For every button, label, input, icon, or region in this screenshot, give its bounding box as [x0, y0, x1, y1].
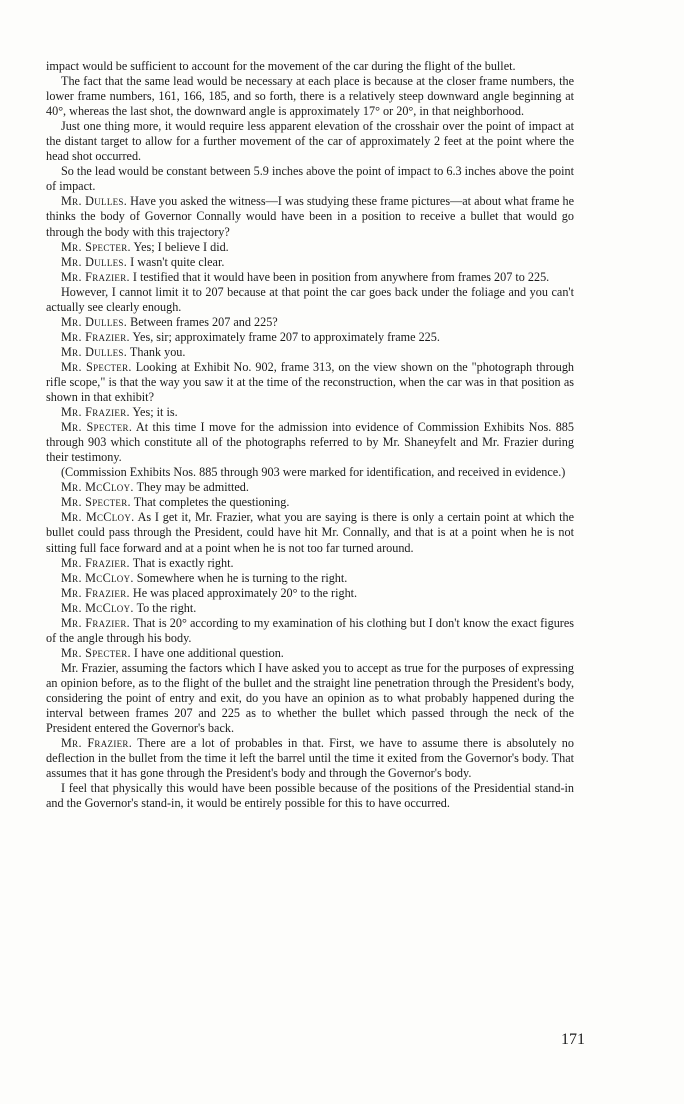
- paragraph-text: So the lead would be constant between 5.9 inches above the point of impact to 6.3 inches above the point of impact.: [46, 164, 574, 194]
- paragraph: [46, 405, 574, 420]
- paragraph-text: They may be admitted.: [136, 480, 249, 495]
- page-number: 171: [561, 1031, 585, 1048]
- speaker-name: Mr. Frazier.: [61, 615, 130, 630]
- paragraph: [46, 285, 574, 315]
- paragraph: [46, 661, 574, 736]
- paragraph: [46, 601, 574, 616]
- speaker-name: Mr. Dulles.: [61, 344, 128, 359]
- paragraph: [46, 480, 574, 495]
- paragraph: [46, 510, 574, 555]
- paragraph: [46, 420, 574, 465]
- speaker-name: Mr. Frazier.: [61, 585, 130, 600]
- speaker-name: Mr. Frazier.: [61, 269, 130, 284]
- paragraph-text: Just one thing more, it would require less apparent elevation of the crosshair over the point of impact at the distant target to allow for a further movement of the car of approximately 2 feet at the point where the head shot occurred.: [46, 119, 574, 164]
- speaker-name: Mr. Dulles.: [61, 194, 128, 209]
- paragraph-text: The fact that the same lead would be necessary at each place is because at the closer frame numbers, the lower frame numbers, 161, 166, 185, and so forth, there is a relatively steep downward angle beginning at 40°, whereas the last shot, the downward angle is approximately 17° or 20°, in that neighborhood.: [46, 74, 574, 119]
- paragraph: [46, 59, 574, 74]
- paragraph: [46, 119, 574, 164]
- speaker-name: Mr. Specter.: [61, 645, 131, 660]
- paragraph: [46, 616, 574, 646]
- paragraph-text: Looking at Exhibit No. 902, frame 313, on the view shown on the "photograph through rifle scope," is that the way you saw it at the time of the reconstruction, when the car was in that position as shown in that exhibit?: [46, 359, 575, 405]
- paragraph-text: That is exactly right.: [132, 555, 234, 570]
- paragraph: [46, 465, 574, 480]
- paragraph-text: I wasn't quite clear.: [130, 254, 225, 269]
- paragraph-text: (Commission Exhibits Nos. 885 through 903 were marked for identification, and received in evidence.): [61, 465, 566, 480]
- paragraph: [46, 571, 574, 586]
- paragraph-text: At this time I move for the admission into evidence of Commission Exhibits Nos. 885 through 903 which constitute all of the photographs referred to by Mr. Shaneyfelt and Mr. Frazier during their testimony.: [46, 420, 574, 465]
- speaker-name: Mr. Dulles.: [61, 254, 128, 269]
- speaker-name: Mr. McCloy.: [61, 570, 134, 585]
- speaker-name: Mr. Frazier.: [61, 405, 130, 420]
- paragraph-text: Somewhere when he is turning to the right.: [136, 570, 348, 585]
- paragraph-text: That completes the questioning.: [133, 495, 290, 510]
- paragraph: [46, 315, 574, 330]
- speaker-name: Mr. Frazier.: [61, 555, 130, 570]
- speaker-name: Mr. Frazier.: [61, 736, 133, 751]
- paragraph-text: Mr. Frazier, assuming the factors which I have asked you to accept as true for the purposes of expressing an opinion before, as to the flight of the bullet and the straight line penetration through the President's body, considering the point of entry and exit, do you have an opinion as to what probably happened during the interval between frames 207 and 225 as to whether the bullet which passed through the neck of the President entered the Governor's back.: [46, 660, 574, 736]
- paragraph-text: I have one additional question.: [133, 645, 284, 660]
- paragraph-text: However, I cannot limit it to 207 because at that point the car goes back under the foliage and you can't actually see clearly enough.: [46, 284, 574, 314]
- paragraph-text: Yes; it is.: [132, 405, 178, 420]
- paragraph-text: Yes, sir; approximately frame 207 to approximately frame 225.: [132, 329, 440, 344]
- paragraph: [46, 495, 574, 510]
- paragraph-text: Between frames 207 and 225?: [130, 314, 278, 329]
- paragraph: [46, 164, 574, 194]
- paragraph-text: As I get it, Mr. Frazier, what you are saying is there is only a certain point at which the bullet could pass through the President, could have hit Mr. Connally, and that is at a point when he is not sitting full face forward and at a point when he is not too far turned around.: [46, 510, 575, 555]
- speaker-name: Mr. McCloy.: [61, 600, 134, 615]
- paragraph-text: That is 20° according to my examination of his clothing but I don't know the exact figures of the angle through his body.: [46, 615, 575, 645]
- paragraph-text: Have you asked the witness—I was studying these frame pictures—at about what frame he thinks the body of Governor Connally would have been in a position to receive a bullet that would go through the body with this trajectory?: [46, 194, 574, 239]
- speaker-name: Mr. Specter.: [61, 359, 132, 374]
- speaker-name: Mr. Specter.: [61, 495, 131, 510]
- speaker-name: Mr. Specter.: [61, 420, 133, 435]
- paragraph: [46, 360, 574, 405]
- paragraph: [46, 646, 574, 661]
- paragraph: [46, 194, 574, 239]
- speaker-name: Mr. Frazier.: [61, 329, 130, 344]
- paragraph-text: impact would be sufficient to account for the movement of the car during the flight of the bullet.: [46, 59, 516, 73]
- paragraph: [46, 736, 574, 781]
- paragraph: [46, 330, 574, 345]
- paragraph-text: Yes; I believe I did.: [133, 239, 229, 254]
- speaker-name: Mr. McCloy.: [61, 510, 135, 525]
- paragraph-text: To the right.: [136, 600, 197, 615]
- paragraph: [46, 74, 574, 119]
- paragraph: [46, 240, 574, 255]
- paragraph: [46, 781, 574, 811]
- paragraph-text: I testified that it would have been in position from anywhere from frames 207 to 225.: [132, 269, 550, 284]
- paragraph: [46, 255, 574, 270]
- speaker-name: Mr. McCloy.: [61, 480, 134, 495]
- paragraph-text: He was placed approximately 20° to the right.: [132, 585, 358, 600]
- paragraph: [46, 556, 574, 571]
- testimony-text: [46, 59, 574, 811]
- speaker-name: Mr. Specter.: [61, 239, 131, 254]
- paragraph-text: There are a lot of probables in that. First, we have to assume there is absolutely no deflection in the bullet from the time it left the barrel until the time it exited from the Governor's body. That assumes that it has gone through the President's body and through the Governor's body.: [46, 736, 574, 781]
- paragraph-text: Thank you.: [129, 344, 186, 359]
- speaker-name: Mr. Dulles.: [61, 314, 128, 329]
- paragraph-text: I feel that physically this would have been possible because of the positions of the Presidential stand-in and the Governor's stand-in, it would be entirely possible for this to have occurred.: [46, 781, 574, 811]
- paragraph: [46, 345, 574, 360]
- paragraph: [46, 270, 574, 285]
- paragraph: [46, 586, 574, 601]
